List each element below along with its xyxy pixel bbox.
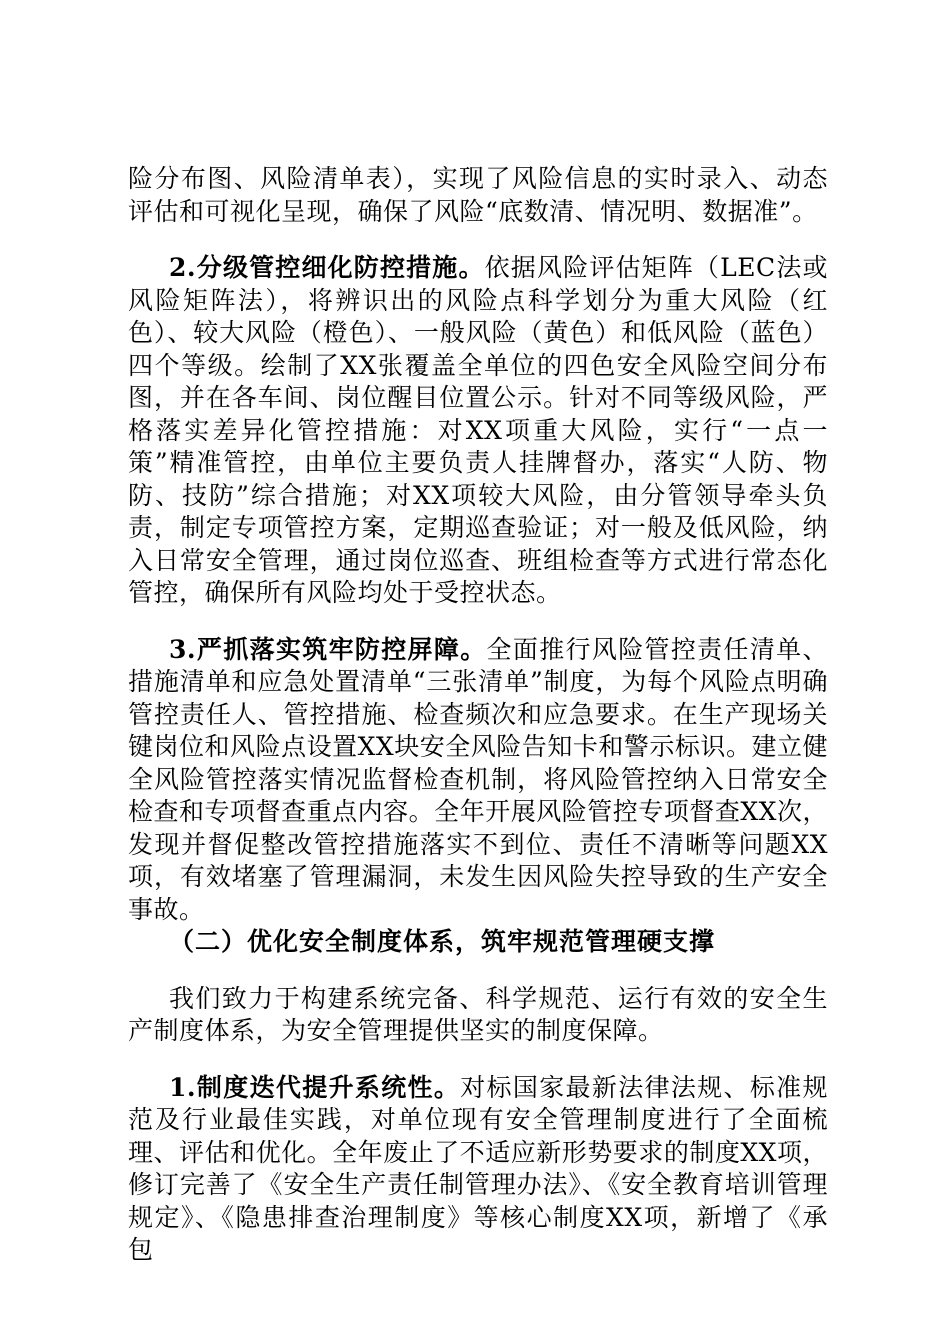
- paragraph-body: 全面推行风险管控责任清单、措施清单和应急处置清单“三张清单”制度，为每个风险点明确管控责任人、管控措施、检查频次和应急要求。在生产现场关键岗位和风险点设置XX块安全风险告知卡和警示标识。建立健全风险管控落实情况监督检查机制，将风险管控纳入日常安全检查和专项督查重点内容。全年开展风险管控专项督查XX次，发现并督促整改管控措施落实不到位、责任不清晰等问题XX项，有效堵塞了管理漏洞，未发生因风险失控导致的生产安全事故。: [128, 634, 828, 924]
- paragraph-body: 依据风险评估矩阵（LEC法或风险矩阵法），将辨识出的风险点科学划分为重大风险（红色）、较大风险（橙色）、一般风险（黄色）和低风险（蓝色）四个等级。绘制了XX张覆盖全单位的四色安全风险空间分布图，并在各车间、岗位醒目位置公示。针对不同等级风险，严格落实差异化管控措施：对XX项重大风险，实行“一点一策”精准管控，由单位主要负责人挂牌督办，落实“人防、物防、技防”综合措施；对XX项较大风险，由分管领导牵头负责，制定专项管控方案，定期巡查验证；对一般及低风险，纳入日常安全管理，通过岗位巡查、班组检查等方式进行常态化管控，确保所有风险均处于受控状态。: [128, 253, 828, 607]
- paragraph-lead-title: 2.分级管控细化防控措施。: [169, 253, 485, 282]
- paragraph-lead-title: 1.制度迭代提升系统性。: [169, 1072, 461, 1102]
- paragraph-tiered-control: [128, 252, 828, 610]
- paragraph-body: 对标国家最新法律法规、标准规范及行业最佳实践，对单位现有安全管理制度进行了全面梳理、评估和优化。全年废止了不适应新形势要求的制度XX项，修订完善了《安全生产责任制管理办法》、《安全教育培训管理规定》、《隐患排查治理制度》等核心制度XX项，新增了《承包: [128, 1072, 828, 1264]
- section-heading: （二）优化安全制度体系，筑牢规范管理硬支撑: [169, 927, 716, 956]
- paragraph-system-iteration: [128, 1072, 828, 1267]
- paragraph-system-intro: 我们致力于构建系统完备、科学规范、运行有效的安全生产制度体系，为安全管理提供坚实的制度保障。: [128, 983, 828, 1045]
- paragraph-strict-implementation: [128, 634, 828, 927]
- paragraph-risk-map-continued: 险分布图、风险清单表），实现了风险信息的实时录入、动态评估和可视化呈现，确保了风险“底数清、情况明、数据准”。: [128, 164, 828, 226]
- document-page: [128, 163, 828, 1267]
- paragraph-lead-title: 3.严抓落实筑牢防控屏障。: [169, 634, 487, 664]
